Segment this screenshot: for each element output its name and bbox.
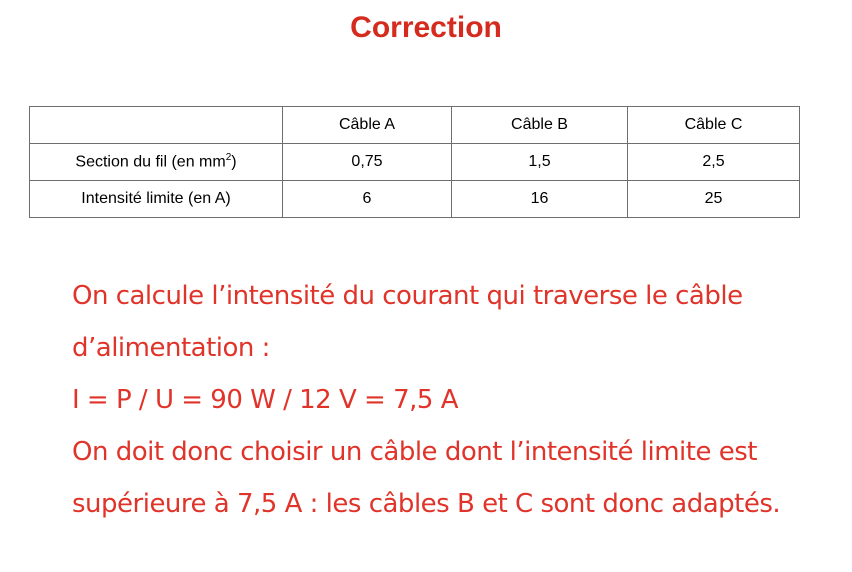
row-label-text: Section du fil (en mm [75,153,226,171]
cell-section-b: 1,5 [452,144,628,181]
cell-section-c: 2,5 [628,144,800,181]
cell-intensity-a: 6 [283,181,452,218]
header-cable-b: Câble B [452,107,628,144]
row-label-end: ) [231,153,237,171]
page-title: Correction [350,11,502,44]
row-label-intensity [30,181,283,218]
formula-line: I = P / U = 90 W / 12 V = 7,5 A [72,385,458,415]
row-label-text: Intensité limite (en A) [81,190,231,207]
header-cable-a: Câble A [283,107,452,144]
table-corner-cell [30,107,283,144]
cell-intensity-b: 16 [452,181,628,218]
header-cable-c: Câble C [628,107,800,144]
table-header-row [30,107,800,144]
table-row [30,181,800,218]
row-label-section [30,144,283,181]
explanation-line-1: On calcule l’intensité du courant qui traverse le câble [72,281,743,311]
superscript: 2 [225,152,232,164]
conclusion-line-2: supérieure à 7,5 A : les câbles B et C sont donc adaptés. [72,489,781,519]
cell-section-a: 0,75 [283,144,452,181]
cell-intensity-c: 25 [628,181,800,218]
table-row [30,144,800,181]
explanation-line-2: d’alimentation : [72,333,270,363]
cable-table [29,106,800,218]
conclusion-line-1: On doit donc choisir un câble dont l’intensité limite est [72,437,757,467]
